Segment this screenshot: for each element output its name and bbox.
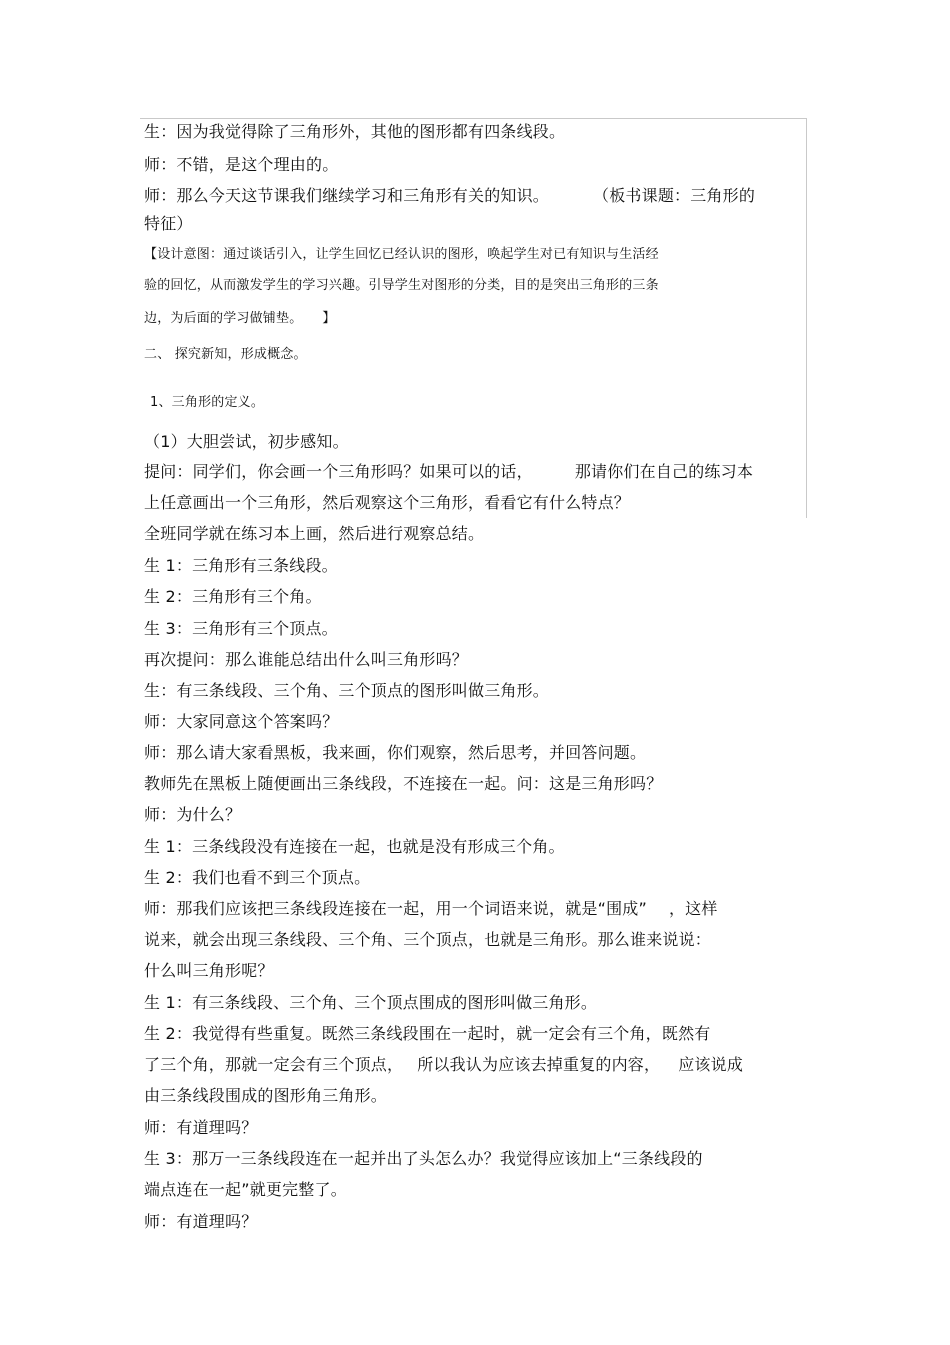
dialogue-line: 师：那么请大家看黑板，我来画，你们观察，然后思考，并回答问题。 xyxy=(144,743,647,762)
dialogue-line: 生 1：有三条线段、三个角、三个顶点围成的图形叫做三角形。 xyxy=(144,993,598,1012)
dialogue-line: 全班同学就在练习本上画，然后进行观察总结。 xyxy=(144,524,485,543)
dialogue-line: 生 2：三角形有三个角。 xyxy=(144,587,322,606)
dialogue-line: 生：因为我觉得除了三角形外，其他的图形都有四条线段。 xyxy=(144,122,566,141)
dialogue-line: 生：有三条线段、三个角、三个顶点的图形叫做三角形。 xyxy=(144,681,550,700)
dialogue-line: 特征） xyxy=(144,214,193,233)
section-heading: 二、 探究新知，形成概念。 xyxy=(144,347,307,362)
dialogue-line: 生 1：三角形有三条线段。 xyxy=(144,556,338,575)
dialogue-line: 端点连在一起”就更完整了。 xyxy=(144,1180,347,1199)
dialogue-line: 师：为什么？ xyxy=(144,805,242,824)
dialogue-line: 由三条线段围成的图形角三角形。 xyxy=(144,1086,388,1105)
dialogue-line: 提问：同学们，你会画一个三角形吗？如果可以的话， 那请你们在自己的练习本 xyxy=(144,462,754,481)
dialogue-line: 上任意画出一个三角形，然后观察这个三角形，看看它有什么特点？ xyxy=(144,493,631,512)
dialogue-line: 教师先在黑板上随便画出三条线段，不连接在一起。问：这是三角形吗？ xyxy=(144,774,663,793)
dialogue-line: 师：那么今天这节课我们继续学习和三角形有关的知识。 （板书课题：三角形的 xyxy=(144,186,756,205)
design-intent-line: 验的回忆，从而激发学生的学习兴趣。引导学生对图形的分类，目的是突出三角形的三条 xyxy=(144,278,659,293)
design-intent-line: 边，为后面的学习做铺垫。 】 xyxy=(144,311,336,326)
subsection-heading: 1、三角形的定义。 xyxy=(150,395,265,410)
dialogue-line: 生 2：我觉得有些重复。既然三条线段围在一起时，就一定会有三个角，既然有 xyxy=(144,1024,711,1043)
dialogue-line: 师：那我们应该把三条线段连接在一起，用一个词语来说，就是“围成” ，这样 xyxy=(144,899,718,918)
dialogue-line: 师：有道理吗？ xyxy=(144,1212,258,1231)
design-intent-line: 【设计意图：通过谈话引入，让学生回忆已经认识的图形，唤起学生对已有知识与生活经 xyxy=(144,247,659,262)
dialogue-line: 说来，就会出现三条线段、三个角、三个顶点，也就是三角形。那么谁来说说： xyxy=(144,930,712,949)
dialogue-line: 了三个角，那就一定会有三个顶点， 所以我认为应该去掉重复的内容， 应该说成 xyxy=(144,1055,744,1074)
dialogue-line: 师：不错，是这个理由的。 xyxy=(144,155,339,174)
dialogue-line: 生 2：我们也看不到三个顶点。 xyxy=(144,868,371,887)
subsection-heading: （1）大胆尝试，初步感知。 xyxy=(144,432,349,451)
dialogue-line: 师：有道理吗？ xyxy=(144,1118,258,1137)
dialogue-line: 师：大家同意这个答案吗？ xyxy=(144,712,339,731)
dialogue-line: 什么叫三角形呢？ xyxy=(144,961,274,980)
dialogue-line: 再次提问：那么谁能总结出什么叫三角形吗？ xyxy=(144,650,469,669)
dialogue-line: 生 3：那万一三条线段连在一起并出了头怎么办？我觉得应该加上“三条线段的 xyxy=(144,1149,703,1168)
dialogue-line: 生 1：三条线段没有连接在一起，也就是没有形成三个角。 xyxy=(144,837,565,856)
dialogue-line: 生 3：三角形有三个顶点。 xyxy=(144,619,338,638)
